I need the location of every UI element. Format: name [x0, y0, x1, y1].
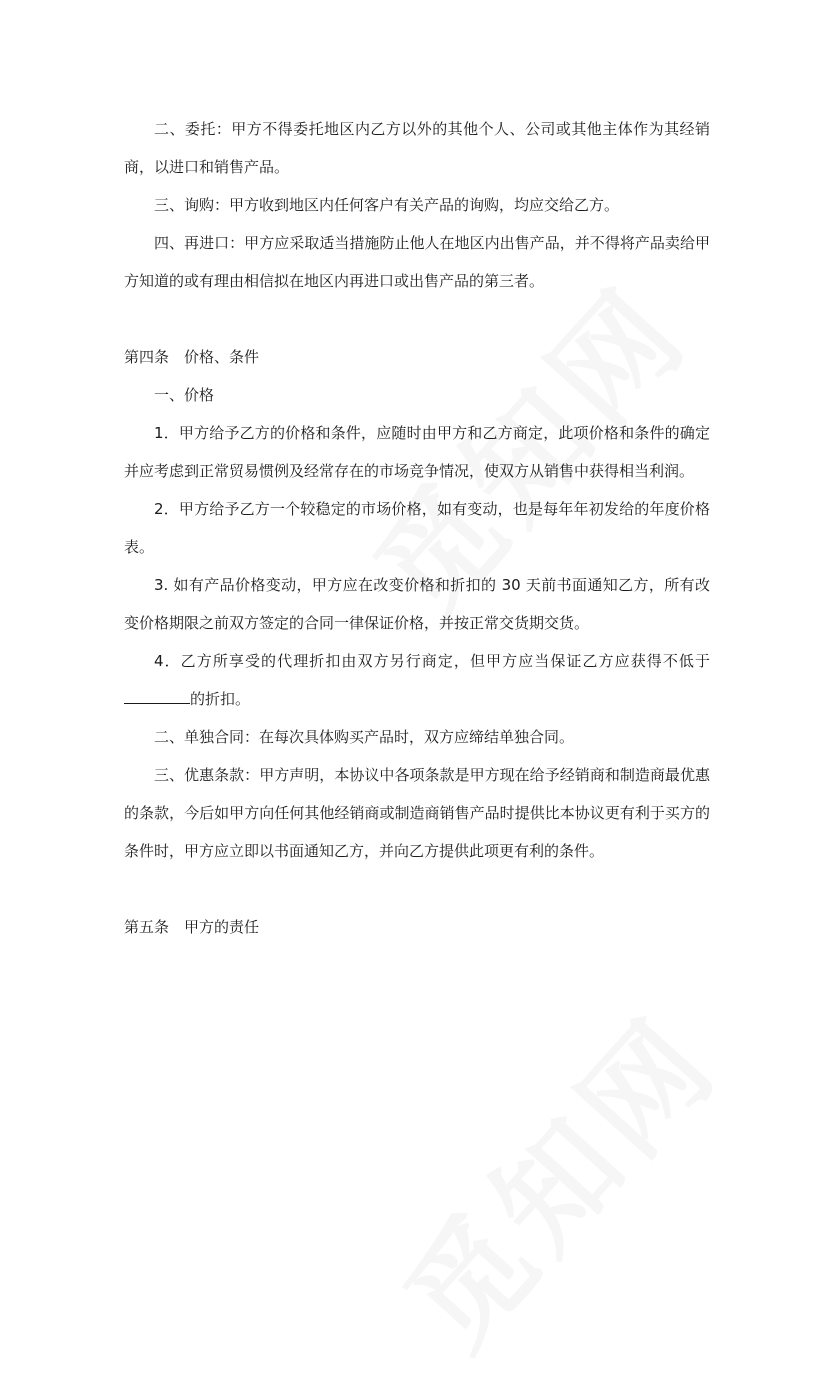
section-spacer	[124, 300, 710, 338]
price-item-4-suffix: 的折扣。	[190, 690, 251, 708]
article-5-heading: 第五条 甲方的责任	[124, 918, 260, 936]
section-spacer	[124, 870, 710, 908]
article-4-heading: 第四条 价格、条件	[124, 348, 260, 366]
price-item-2: 2．甲方给予乙方一个较稳定的市场价格，如有变动，也是每年年初发给的年度价格表。	[124, 500, 710, 556]
clause-delegation: 二、委托：甲方不得委托地区内乙方以外的其他个人、公司或其他主体作为其经销商，以进口和销售产品。	[124, 120, 710, 176]
clause-preferential: 三、优惠条款：甲方声明，本协议中各项条款是甲方现在给予经销商和制造商最优惠的条款，今后如甲方向任何其他经销商或制造商销售产品时提供比本协议更有利于买方的条件时，甲方应立即以书面通知乙方，并向乙方提供此项更有利的条件。	[124, 766, 710, 860]
clause-reimport: 四、再进口：甲方应采取适当措施防止他人在地区内出售产品，并不得将产品卖给甲方知道的或有理由相信拟在地区内再进口或出售产品的第三者。	[124, 234, 710, 290]
price-subheading: 一、价格	[154, 386, 215, 404]
price-item-4-text: 4．乙方所享受的代理折扣由双方另行商定，但甲方应当保证乙方应获得不低于	[154, 652, 710, 670]
clause-inquiry: 三、询购：甲方收到地区内任何客户有关产品的询购，均应交给乙方。	[154, 196, 620, 214]
price-item-3: 3. 如有产品价格变动，甲方应在改变价格和折扣的 30 天前书面通知乙方，所有改变价格期限之前双方签定的合同一律保证价格，并按正常交货期交货。	[124, 576, 710, 632]
price-item-1: 1．甲方给予乙方的价格和条件，应随时由甲方和乙方商定，此项价格和条件的确定并应考虑到正常贸易惯例及经常存在的市场竞争情况，使双方从销售中获得相当利润。	[124, 424, 710, 480]
price-item-4	[124, 642, 710, 718]
document-body	[124, 110, 710, 946]
clause-separate-contract: 二、单独合同：在每次具体购买产品时，双方应缔结单独合同。	[154, 728, 575, 746]
watermark	[361, 974, 750, 1378]
fill-in-blank	[124, 689, 190, 704]
